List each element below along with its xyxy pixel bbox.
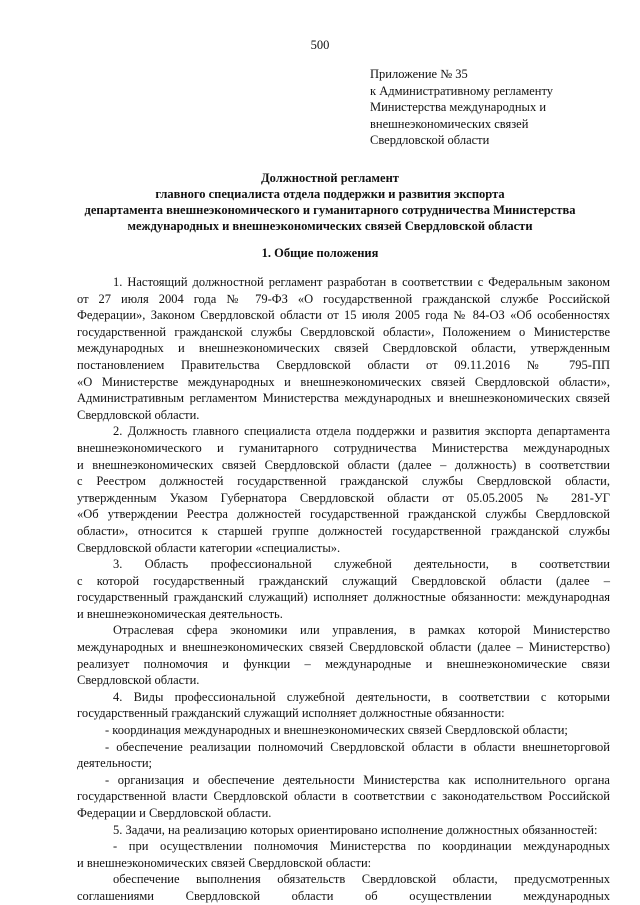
body-line: Федерации и Свердловской области.: [77, 806, 272, 820]
body-line: - организация и обеспечение деятельности Министерства как исполнительного органа: [105, 772, 610, 787]
body-line: государственной власти Свердловской области в соответствии с законодательством Российской: [77, 789, 610, 804]
body-line: утвержденным Указом Губернатора Свердловской области от 05.05.2005 № 281-УГ: [77, 490, 610, 505]
body-line: 5. Задачи, на реализацию которых ориентировано исполнение должностных обязанностей:: [113, 822, 598, 837]
body-text: [77, 274, 610, 905]
title-line: Должностной регламент: [261, 171, 399, 185]
body-line: и внешнеэкономическая деятельность.: [77, 606, 283, 621]
body-line: реализует полномочия и функции – международные и внешнеэкономические связи: [77, 656, 610, 671]
page-number: 500: [310, 38, 330, 52]
body-line: с которой государственный гражданский служащий Свердловской области (далее –: [77, 573, 610, 588]
body-line: 4. Виды профессиональной служебной деятельности, в соответствии с которыми: [113, 689, 610, 704]
body-line: Свердловской области.: [77, 407, 200, 422]
body-line: Свердловской области категории «специалисты».: [77, 540, 341, 555]
body-line: государственный гражданский служащий исполняет должностные обязанности:: [77, 706, 505, 721]
body-line: внешнеэкономического и гуманитарного сотрудничества Министерства международных: [77, 440, 610, 455]
title-line: главного специалиста отдела поддержки и развития экспорта: [155, 187, 505, 201]
appendix-block: [370, 66, 610, 149]
body-line: Отраслевая сфера экономики или управления, в рамках которой Министерство: [113, 623, 610, 638]
appendix-line: к Административному регламенту: [370, 83, 554, 98]
body-line: с Реестром должностей государственной гражданской службы Свердловской области,: [77, 474, 610, 489]
body-line: обеспечение выполнения обязательств Свердловской области, предусмотренных: [113, 872, 610, 887]
body-line: 3. Область профессиональной служебной деятельности, в соответствии: [113, 557, 610, 572]
body-line: и внешнеэкономических связей Свердловской области:: [77, 855, 372, 870]
appendix-line: Приложение № 35: [370, 67, 468, 81]
document-title: [60, 170, 600, 234]
body-line: государственной гражданской службы Свердловской области», Положением о Министерстве: [77, 324, 610, 339]
body-line: 2. Должность главного специалиста отдела поддержки и развития экспорта департамента: [113, 424, 610, 439]
appendix-line: внешнеэкономических связей: [370, 116, 529, 131]
body-line: постановлением Правительства Свердловской области от 09.11.2016 № 795-ПП: [77, 357, 610, 372]
title-line: департамента внешнеэкономического и гуманитарного сотрудничества Министерства: [84, 203, 576, 217]
body-line: международных и внешнеэкономических связей Свердловской области (далее – Министерство): [77, 640, 610, 655]
body-line: Свердловской области.: [77, 673, 200, 688]
body-line: области», относится к старшей группе должностей государственной гражданской службы: [77, 523, 610, 538]
body-line: «Об утверждении Реестра должностей государственной гражданской службы Свердловской: [77, 507, 610, 522]
body-line: государственный гражданский служащий) исполняет должностные обязанности: международная: [77, 590, 610, 605]
body-line: 1. Настоящий должностной регламент разработан в соответствии с Федеральным законом: [113, 275, 610, 289]
body-line: - обеспечение реализации полномочий Свердловской области в области внешнеторговой: [105, 739, 610, 754]
body-line: - при осуществлении полномочия Министерства по координации международных: [113, 839, 610, 854]
section-heading: 1. Общие положения: [261, 246, 379, 260]
body-line: - координация международных и внешнеэкономических связей Свердловской области;: [105, 723, 568, 738]
title-line: международных и внешнеэкономических связей Свердловской области: [127, 219, 533, 233]
body-line: Административным регламентом Министерства международных и внешнеэкономических связей: [77, 391, 610, 406]
body-line: деятельности;: [77, 756, 153, 771]
appendix-line: Свердловской области: [370, 133, 490, 147]
body-line: «О Министерстве международных и внешнеэкономических связей Свердловской области»,: [77, 374, 610, 389]
body-line: от 27 июля 2004 года № 79-ФЗ «О государственной гражданской службе Российской: [77, 291, 610, 306]
body-line: и внешнеэкономических связей Свердловской области (далее – должность) в соответствии: [77, 457, 610, 472]
body-line: Федерации», Законом Свердловской области от 15 июля 2005 года № 84-ОЗ «Об особенностях: [77, 308, 610, 323]
body-line: соглашениями Свердловской области об осуществлении международных: [77, 888, 610, 903]
body-line: международных и внешнеэкономических связей Свердловской области, утвержденным: [77, 341, 610, 356]
appendix-line: Министерства международных и: [370, 100, 547, 114]
